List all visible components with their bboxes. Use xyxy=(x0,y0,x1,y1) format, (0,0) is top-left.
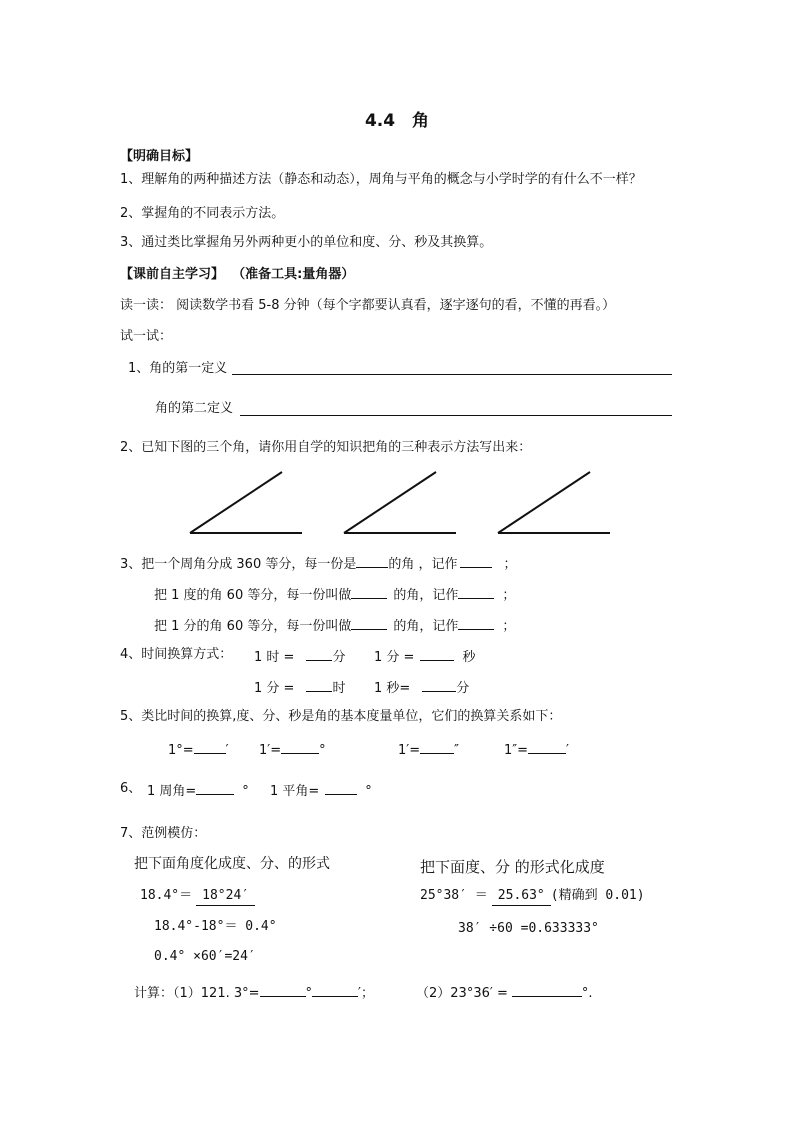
q5-min-to-deg: 1′= ° xyxy=(259,739,326,760)
q6-straight-angle: 1 平角= ° xyxy=(270,780,372,801)
page-title: 4.4 角 xyxy=(364,111,430,131)
q3-blank-5[interactable] xyxy=(351,615,387,630)
angle-figure-3 xyxy=(498,472,610,533)
q3-blank-3[interactable] xyxy=(351,584,387,599)
example-right-answer: 25.63° xyxy=(492,887,551,906)
q3-blank-1[interactable] xyxy=(356,553,388,568)
calc-1-min-blank[interactable] xyxy=(312,982,358,997)
q5-sec-to-min: 1″= ′ xyxy=(504,739,569,760)
calc-1-deg-blank[interactable] xyxy=(260,982,306,997)
calc-2: （2）23°36′ = °. xyxy=(416,982,592,1003)
q7-right-heading: 把下面度、分 的形式化成度 xyxy=(420,858,605,876)
q4-min-to-hour: 1 分 = 时 xyxy=(254,677,345,698)
q3-line-3: 把 1 分的角 60 等分，每一份叫做 的角，记作 ； xyxy=(154,615,515,636)
q4-blank-2[interactable] xyxy=(420,646,454,661)
q3-line-1: 3、把一个周角分成 360 等分，每一份是 的角 ，记作 ； xyxy=(120,553,517,574)
q5-blank-1[interactable] xyxy=(194,739,226,754)
read-instruction: 读一读： 阅读数学书看 5-8 分钟（每个字都要认真看，逐字逐句的看，不懂的再看。） xyxy=(120,298,616,313)
calc-1: 计算：（1）121. 3°= ° ′； xyxy=(134,982,374,1003)
q6-blank-1[interactable] xyxy=(196,780,234,795)
example-left-line-2: 18.4°-18°＝ 0.4° xyxy=(154,919,277,934)
objective-item-3: 3、通过类比掌握角另外两种更小的单位和度、分、秒及其换算。 xyxy=(120,235,493,250)
example-right-line-2: 38′ ÷60 =0.633333° xyxy=(458,921,599,936)
q3-line-2: 把 1 度的角 60 等分，每一份叫做 的角，记作 ； xyxy=(154,584,515,605)
q4-label: 4、时间换算方式： xyxy=(120,647,233,662)
q6-full-angle: 1 周角= ° xyxy=(147,780,249,801)
objective-item-2: 2、掌握角的不同表示方法。 xyxy=(120,206,285,221)
q4-blank-4[interactable] xyxy=(422,677,456,692)
q4-sec-to-min: 1 秒= 分 xyxy=(374,677,469,698)
example-right-line-1: 25°38′ ＝ 25.63° (精确到 0.01) xyxy=(420,887,645,906)
q3-blank-6[interactable] xyxy=(458,615,494,630)
q3-blank-2[interactable] xyxy=(460,553,492,568)
q4-blank-1[interactable] xyxy=(306,646,332,661)
q6-label: 6、 xyxy=(120,781,142,796)
example-left-line-3: 0.4° ×60′=24′ xyxy=(154,949,256,964)
definition-1-label: 1、角的第一定义 xyxy=(128,361,228,376)
q5-min-to-sec: 1′= ″ xyxy=(398,739,459,760)
q2-text: 2、已知下图的三个角，请你用自学的知识把角的三种表示方法写出来： xyxy=(120,440,532,455)
angle-figure-1 xyxy=(190,472,302,533)
angle-figure-2 xyxy=(344,472,456,533)
definition-2-label: 角的第二定义 xyxy=(155,401,234,416)
try-heading: 试一试： xyxy=(120,329,173,344)
q6-blank-2[interactable] xyxy=(325,780,357,795)
q5-text: 5、类比时间的换算,度、分、秒是角的基本度量单位，它们的换算关系如下： xyxy=(120,709,562,724)
q4-hour-to-min: 1 时 = 分 xyxy=(254,646,345,667)
q5-blank-4[interactable] xyxy=(528,739,566,754)
objective-item-1: 1、理解角的两种描述方法（静态和动态），周角与平角的概念与小学时学的有什么不一样？ xyxy=(120,172,642,187)
example-left-answer: 18°24′ xyxy=(196,887,255,906)
calc-2-blank[interactable] xyxy=(512,982,582,997)
q4-min-to-sec: 1 分 = 秒 xyxy=(374,646,475,667)
q7-label: 7、范例模仿： xyxy=(120,826,207,841)
q3-blank-4[interactable] xyxy=(458,584,494,599)
example-left-line-1: 18.4°＝ 18°24′ xyxy=(140,887,255,906)
selfstudy-tools: （准备工具:量角器） xyxy=(232,267,355,282)
q7-left-heading: 把下面角度化成度、分、的形式 xyxy=(134,856,330,872)
q5-blank-2[interactable] xyxy=(281,739,319,754)
q5-deg-to-min: 1°= ′ xyxy=(168,739,229,760)
objectives-heading: 【明确目标】 xyxy=(120,149,199,164)
q5-blank-3[interactable] xyxy=(420,739,454,754)
q4-blank-3[interactable] xyxy=(306,677,332,692)
selfstudy-heading: 【课前自主学习】 xyxy=(120,267,225,282)
